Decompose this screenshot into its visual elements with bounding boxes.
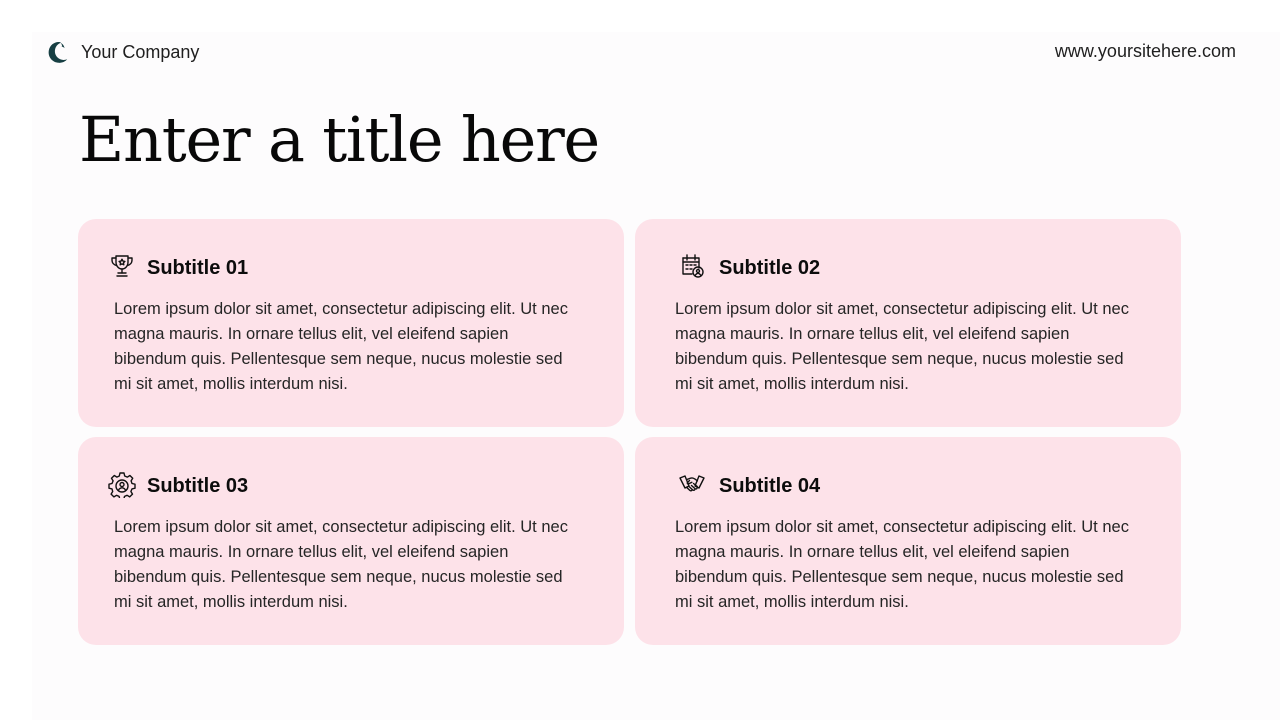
calendar-user-icon [678,252,706,280]
feature-card-3 [78,437,624,645]
website-url: www.yoursitehere.com [1054,41,1236,61]
trophy-icon [108,252,136,280]
card-body: Lorem ipsum dolor sit amet, consectetur adipiscing elit. Ut nec magna mauris. In ornare tellus elit, vel eleifend sapien bibendum quis. Pellentesque sem neque, nucus molestie sed mi sit amet, mollis interdum nisi. [675,300,1129,393]
card-body: Lorem ipsum dolor sit amet, consectetur adipiscing elit. Ut nec magna mauris. In ornare tellus elit, vel eleifend sapien bibendum quis. Pellentesque sem neque, nucus molestie sed mi sit amet, mollis interdum nisi. [114,518,568,611]
card-title: Subtitle 01 [147,257,249,279]
card-title: Subtitle 04 [719,475,821,497]
card-title: Subtitle 03 [147,475,249,497]
gear-user-icon [108,470,136,498]
card-body: Lorem ipsum dolor sit amet, consectetur adipiscing elit. Ut nec magna mauris. In ornare tellus elit, vel eleifend sapien bibendum quis. Pellentesque sem neque, nucus molestie sed mi sit amet, mollis interdum nisi. [675,518,1129,611]
feature-card-1 [78,219,624,427]
page-title: Enter a title here [79,103,600,176]
feature-card-2 [635,219,1181,427]
company-name: Your Company [81,42,200,62]
card-body: Lorem ipsum dolor sit amet, consectetur adipiscing elit. Ut nec magna mauris. In ornare tellus elit, vel eleifend sapien bibendum quis. Pellentesque sem neque, nucus molestie sed mi sit amet, mollis interdum nisi. [114,300,568,393]
feature-card-4 [635,437,1181,645]
crescent-logo-icon [42,38,70,66]
handshake-icon [678,470,706,498]
card-title: Subtitle 02 [719,257,821,279]
